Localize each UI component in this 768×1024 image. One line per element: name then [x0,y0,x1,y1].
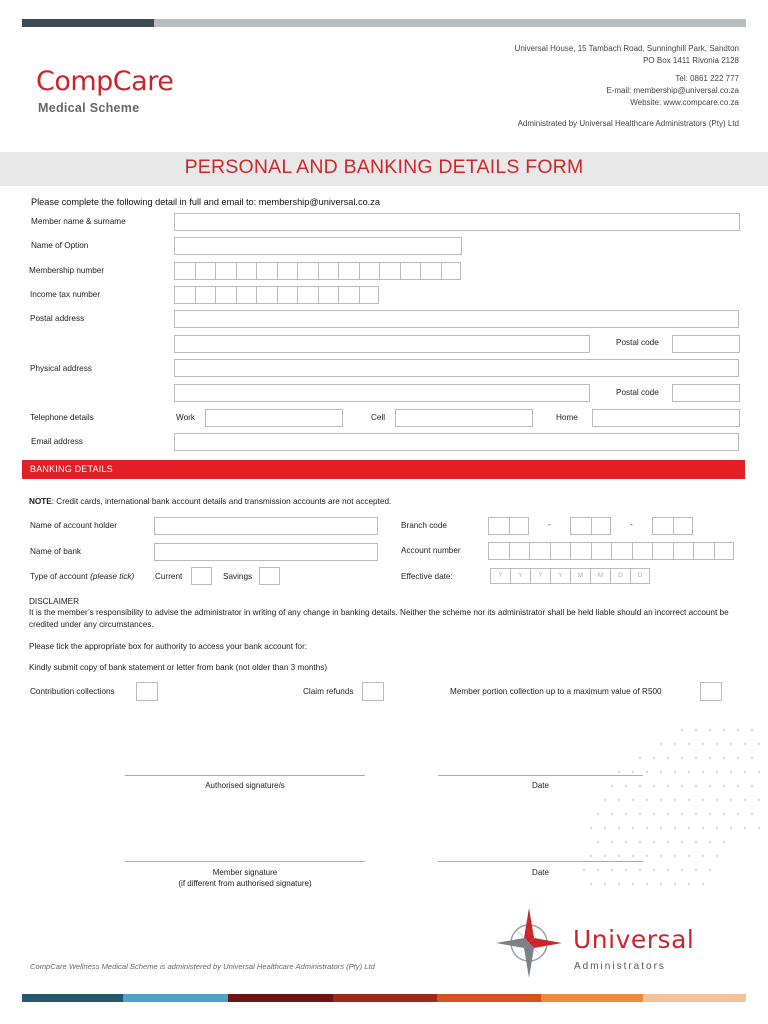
current-checkbox[interactable] [191,567,212,585]
intro-text: Please complete the following detail in full and email to: membership@universal.co.za [31,197,380,207]
account-number-label: Account number [401,546,461,555]
banking-note [29,497,391,506]
bank-name-field[interactable] [154,543,378,561]
physical-address-label: Physical address [30,364,92,373]
account-digit[interactable] [591,542,612,560]
bottom-bar-segment [643,994,746,1002]
postal-address-label: Postal address [30,314,85,323]
branch-digit[interactable] [652,517,673,535]
member-signature-line[interactable] [125,861,365,862]
top-accent-bar-light [154,19,746,27]
authorised-signature-label: Authorised signature/s [205,781,285,790]
account-digit[interactable] [509,542,530,560]
note-bold: NOTE [29,497,52,506]
account-digit[interactable] [673,542,694,560]
account-digit[interactable] [714,542,735,560]
postal-code-field-1[interactable] [672,335,740,353]
claim-refunds-checkbox[interactable] [362,682,384,701]
account-digit[interactable] [550,542,571,560]
membership-digit[interactable] [441,262,462,280]
compass-logo-icon [494,906,564,978]
branch-code-label: Branch code [401,521,447,530]
tax-digit[interactable] [215,286,236,304]
home-phone-field[interactable] [592,409,740,427]
effective-date-label: Effective date: [401,572,453,581]
tax-digit[interactable] [195,286,216,304]
compcare-logo: CompCare [36,66,174,97]
work-label: Work [176,413,195,422]
please-tick-text: (please tick) [90,572,135,581]
email-label: Email address [31,437,83,446]
effective-date-cells[interactable] [490,568,650,584]
membership-number-label: Membership number [29,266,105,275]
bottom-bar-segment [22,994,123,1002]
membership-digit[interactable] [318,262,339,280]
tax-digit[interactable] [236,286,257,304]
note-text: : Credit cards, international bank account details and transmission accounts are not accepted. [51,497,392,506]
branch-dash-1: - [548,520,551,529]
account-digit[interactable] [570,542,591,560]
membership-number-cells[interactable] [174,262,461,280]
branch-code-group-2[interactable] [570,517,611,535]
contribution-label: Contribution collections [30,687,115,696]
authorised-signature-line[interactable] [125,775,365,776]
date-cell-year[interactable]: Y [490,568,510,584]
member-name-label: Member name & surname [31,217,126,226]
footer-note: CompCare Wellness Medical Scheme is administered by Universal Healthcare Administrators (Pty) Ltd [30,962,375,971]
account-digit[interactable] [488,542,509,560]
postal-address-line-2[interactable] [174,335,590,353]
membership-digit[interactable] [379,262,400,280]
banking-section-header [22,460,745,479]
account-type-label [30,572,134,581]
address-line-1: Universal House, 15 Tambach Road, Sunninghill Park, Sandton [514,44,739,53]
bottom-bar-segment [123,994,228,1002]
membership-digit[interactable] [256,262,277,280]
bottom-bar-segment [437,994,541,1002]
branch-digit[interactable] [673,517,694,535]
membership-digit[interactable] [195,262,216,280]
telephone: Tel: 0861 222 777 [675,74,739,83]
email-field[interactable] [174,433,739,451]
branch-digit[interactable] [509,517,530,535]
work-phone-field[interactable] [205,409,343,427]
address-line-2: PO Box 1411 Rivonia 2128 [643,56,739,65]
bank-name-label: Name of bank [30,547,81,556]
postal-code-label-1: Postal code [616,338,659,347]
administrators-text: Administrators [574,961,666,972]
account-digit[interactable] [632,542,653,560]
membership-digit[interactable] [359,262,380,280]
membership-digit[interactable] [215,262,236,280]
disclaimer-text: It is the member’s responsibility to advise the administrator in writing of any change in banking details. Neither the scheme nor its administrator shall be held liable should an incorrect account be credited under any circumstances. [29,608,729,629]
top-accent-bar-dark [22,19,154,27]
date-cell-day[interactable]: D [610,568,630,584]
postal-code-field-2[interactable] [672,384,740,402]
physical-address-line-1[interactable] [174,359,739,377]
bottom-bar-segment [333,994,437,1002]
postal-code-label-2: Postal code [616,388,659,397]
savings-checkbox[interactable] [259,567,280,585]
banking-title: BANKING DETAILS [30,464,113,474]
branch-digit[interactable] [488,517,509,535]
membership-digit[interactable] [297,262,318,280]
email-contact: E-mail: membership@universal.co.za [606,86,739,95]
website: Website: www.compcare.co.za [630,98,739,107]
tax-digit[interactable] [256,286,277,304]
date-cell-year[interactable]: Y [550,568,570,584]
physical-address-line-2[interactable] [174,384,590,402]
income-tax-label: Income tax number [30,290,101,299]
option-field[interactable] [174,237,462,255]
date-cell-year[interactable]: Y [510,568,530,584]
member-portion-label: Member portion collection up to a maximum value of R500 [450,687,662,696]
bank-statement-note: Kindly submit copy of bank statement or letter from bank (not older than 3 months) [29,663,328,672]
current-label: Current [155,572,183,581]
tax-digit[interactable] [174,286,195,304]
membership-digit[interactable] [174,262,195,280]
branch-digit[interactable] [591,517,612,535]
home-label: Home [556,413,578,422]
branch-digit[interactable] [570,517,591,535]
tax-digit[interactable] [359,286,380,304]
account-digit[interactable] [693,542,714,560]
disclaimer-title: DISCLAIMER [29,597,80,606]
telephone-label: Telephone details [30,413,94,422]
date-label-1: Date [532,781,549,790]
member-signature-label: Member signature [212,868,278,877]
globe-decoration [560,720,768,900]
account-digit[interactable] [652,542,673,560]
savings-label: Savings [223,572,253,581]
logo-subtitle: Medical Scheme [38,101,140,115]
cell-phone-field[interactable] [395,409,533,427]
member-portion-checkbox[interactable] [700,682,722,701]
member-signature-note: (if different from authorised signature) [178,879,312,888]
option-label: Name of Option [31,241,89,250]
tax-digit[interactable] [297,286,318,304]
account-number-cells[interactable] [488,542,734,560]
branch-dash-2: - [630,520,633,529]
tax-digit[interactable] [338,286,359,304]
tick-instruction: Please tick the appropriate box for authority to access your bank account for: [29,642,308,651]
date-cell-month[interactable]: M [570,568,590,584]
branch-code-group-3[interactable] [652,517,693,535]
universal-logo-text: Universal [573,925,695,954]
contribution-checkbox[interactable] [136,682,158,701]
date-cell-year[interactable]: Y [530,568,550,584]
date-label-2: Date [532,868,549,877]
account-holder-field[interactable] [154,517,378,535]
bottom-bar-segment [228,994,333,1002]
administered-by: Administrated by Universal Healthcare Administrators (Pty) Ltd [517,119,739,128]
cell-label: Cell [371,413,386,422]
membership-digit[interactable] [420,262,441,280]
tax-digit[interactable] [318,286,339,304]
account-digit[interactable] [611,542,632,560]
tax-digit[interactable] [277,286,298,304]
membership-digit[interactable] [277,262,298,280]
membership-digit[interactable] [400,262,421,280]
member-name-field[interactable] [174,213,740,231]
membership-digit[interactable] [236,262,257,280]
account-digit[interactable] [529,542,550,560]
page-title: PERSONAL AND BANKING DETAILS FORM [184,156,584,178]
bottom-bar-segment [541,994,643,1002]
postal-address-line-1[interactable] [174,310,739,328]
account-type-text: Type of account [30,572,88,581]
membership-digit[interactable] [338,262,359,280]
date-cell-day[interactable]: D [630,568,650,584]
branch-code-group-1[interactable] [488,517,529,535]
account-holder-label: Name of account holder [30,521,117,530]
claim-refunds-label: Claim refunds [303,687,354,696]
income-tax-cells[interactable] [174,286,379,304]
date-cell-month[interactable]: M [590,568,610,584]
